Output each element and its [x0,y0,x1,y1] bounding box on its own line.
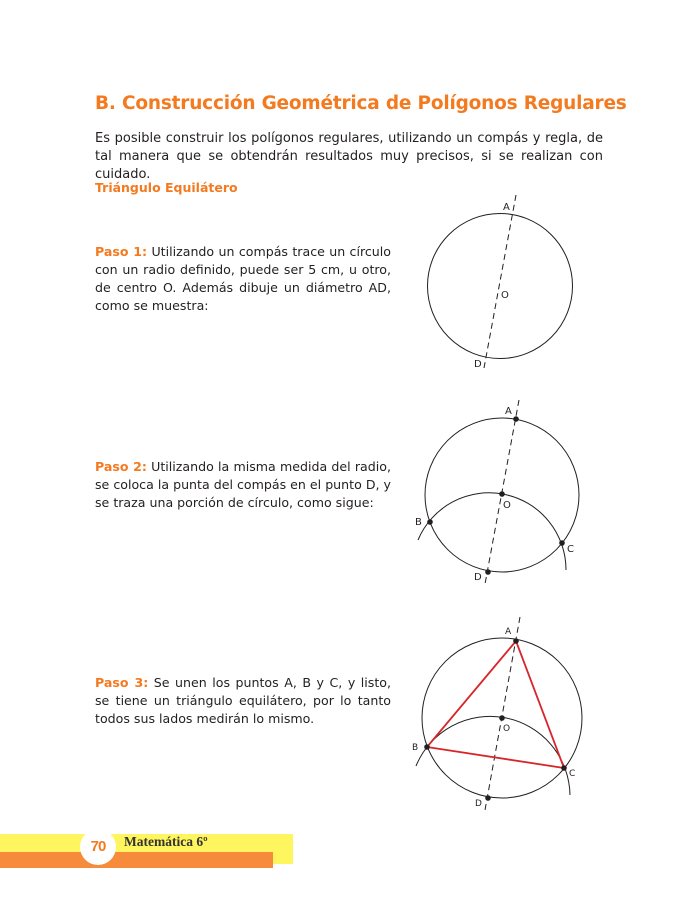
step-1-label: Paso 1: [95,244,148,259]
arc-from-d [418,493,566,570]
point-c [561,765,567,771]
step-1 [95,243,391,315]
label-a: A [505,406,512,417]
step-2 [95,458,391,512]
label-a: A [505,627,512,637]
section-title: B. Construcción Geométrica de Polígonos Regulares [95,93,627,114]
step-2-text: Utilizando la misma medida del radio, se coloca la punta del compás en el punto D, y se traza una porción de círculo, como sigue: [95,459,391,510]
label-o: O [503,724,511,734]
point-d [485,795,491,801]
figure-step-1 [400,190,600,380]
label-b: B [412,743,419,753]
point-a [513,416,519,422]
point-a [513,638,519,644]
footer-orange-band [0,852,273,868]
step-2-label: Paso 2: [95,459,147,474]
point-o [499,715,505,721]
arc-from-d [416,716,570,795]
label-c: C [569,769,576,779]
circle [428,214,573,359]
step-3-text: Se unen los puntos A, B y C, y listo, se tiene un triángulo equilátero, por lo tanto todos sus lados medirán lo mismo. [95,675,391,726]
step-1-text: Utilizando un compás trace un círculo con un radio definido, puede ser 5 cm, u otro, de centro O. Además dibuje un diámetro AD, como se muestra: [95,244,391,313]
step-3-label: Paso 3: [95,675,149,690]
point-d [485,569,491,575]
page-number: 70 [80,829,116,865]
label-d: D [474,359,482,370]
point-b [424,744,430,750]
diameter-ad [484,195,516,368]
subsection-title: Triángulo Equilátero [95,180,238,195]
label-o: O [503,500,511,511]
step-3 [95,674,391,728]
label-o: O [501,290,509,301]
label-d: D [475,799,482,809]
point-o [499,491,505,497]
book-title: Matemática 6º [124,834,208,849]
label-a: A [503,202,510,213]
point-c [559,540,565,546]
label-c: C [567,544,574,555]
point-b [427,519,433,525]
intro-paragraph: Es posible construir los polígonos regulares, utilizando un compás y regla, de tal manera que se obtendrán resultados muy precisos, si se realizan con cuidado. [95,131,603,182]
label-d: D [474,572,482,583]
figure-step-3 [400,610,600,820]
figure-step-2 [400,395,600,595]
label-b: B [415,517,422,528]
diameter-ad [485,617,520,810]
